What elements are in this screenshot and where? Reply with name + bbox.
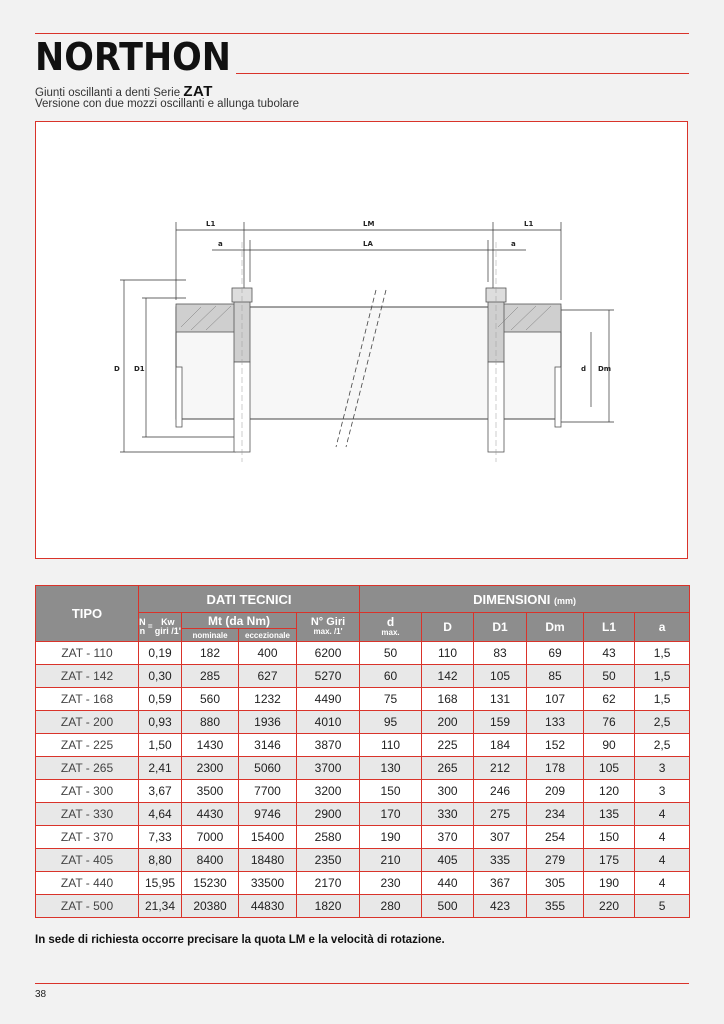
value-cell: 4430 xyxy=(182,803,239,826)
value-cell: 200 xyxy=(422,711,474,734)
value-cell: 3 xyxy=(635,780,690,803)
label-L1-right: L1 xyxy=(524,220,534,228)
page-number: 38 xyxy=(35,989,47,1000)
value-cell: 560 xyxy=(182,688,239,711)
value-cell: 4 xyxy=(635,803,690,826)
value-cell: 33500 xyxy=(239,872,297,895)
value-cell: 3146 xyxy=(239,734,297,757)
value-cell: 212 xyxy=(474,757,527,780)
value-cell: 44830 xyxy=(239,895,297,918)
header-d xyxy=(360,613,422,642)
value-cell: 2900 xyxy=(297,803,360,826)
value-cell: 90 xyxy=(584,734,635,757)
value-cell: 105 xyxy=(584,757,635,780)
tipo-cell: ZAT - 405 xyxy=(36,849,139,872)
value-cell: 234 xyxy=(527,803,584,826)
tipo-cell: ZAT - 500 xyxy=(36,895,139,918)
value-cell: 7700 xyxy=(239,780,297,803)
value-cell: 75 xyxy=(360,688,422,711)
tipo-cell: ZAT - 168 xyxy=(36,688,139,711)
value-cell: 69 xyxy=(527,642,584,665)
header-dati-tecnici: DATI TECNICI xyxy=(139,586,360,613)
top-rule xyxy=(35,33,689,34)
value-cell: 7,33 xyxy=(139,826,182,849)
table-row xyxy=(36,665,690,688)
table-row xyxy=(36,895,690,918)
value-cell: 110 xyxy=(360,734,422,757)
value-cell: 133 xyxy=(527,711,584,734)
value-cell: 110 xyxy=(422,642,474,665)
value-cell: 4,64 xyxy=(139,803,182,826)
header-L1: L1 xyxy=(584,613,635,642)
value-cell: 5 xyxy=(635,895,690,918)
header-mt-eccezionale: eccezionale xyxy=(239,629,297,642)
value-cell: 76 xyxy=(584,711,635,734)
tipo-cell: ZAT - 110 xyxy=(36,642,139,665)
value-cell: 0,93 xyxy=(139,711,182,734)
tipo-cell: ZAT - 370 xyxy=(36,826,139,849)
header-tipo: TIPO xyxy=(36,586,139,642)
label-LA: LA xyxy=(363,240,373,248)
header-mt-nominale: nominale xyxy=(182,629,239,642)
header-mt: Mt (da Nm) xyxy=(182,613,297,629)
value-cell: 2170 xyxy=(297,872,360,895)
value-cell: 355 xyxy=(527,895,584,918)
value-cell: 131 xyxy=(474,688,527,711)
header-D: D xyxy=(422,613,474,642)
dimensioni-unit: (mm) xyxy=(554,595,577,606)
tipo-cell: ZAT - 300 xyxy=(36,780,139,803)
value-cell: 330 xyxy=(422,803,474,826)
tipo-cell: ZAT - 330 xyxy=(36,803,139,826)
value-cell: 107 xyxy=(527,688,584,711)
table-row xyxy=(36,642,690,665)
value-cell: 305 xyxy=(527,872,584,895)
giri-sub: max. /1' xyxy=(313,627,343,636)
northon-logo xyxy=(35,38,235,74)
value-cell: 20380 xyxy=(182,895,239,918)
label-a-left: a xyxy=(218,240,223,248)
value-cell: 1,50 xyxy=(139,734,182,757)
value-cell: 2,5 xyxy=(635,711,690,734)
value-cell: 190 xyxy=(584,872,635,895)
value-cell: 50 xyxy=(360,642,422,665)
label-D1: D1 xyxy=(134,365,145,373)
value-cell: 0,59 xyxy=(139,688,182,711)
value-cell: 4 xyxy=(635,826,690,849)
label-D: D xyxy=(114,365,120,373)
value-cell: 265 xyxy=(422,757,474,780)
value-cell: 1430 xyxy=(182,734,239,757)
table-row xyxy=(36,780,690,803)
value-cell: 2300 xyxy=(182,757,239,780)
label-d: d xyxy=(581,365,587,373)
value-cell: 130 xyxy=(360,757,422,780)
value-cell: 370 xyxy=(422,826,474,849)
tipo-cell: ZAT - 440 xyxy=(36,872,139,895)
value-cell: 50 xyxy=(584,665,635,688)
value-cell: 152 xyxy=(527,734,584,757)
value-cell: 220 xyxy=(584,895,635,918)
value-cell: 184 xyxy=(474,734,527,757)
value-cell: 2580 xyxy=(297,826,360,849)
value-cell: 2350 xyxy=(297,849,360,872)
value-cell: 6200 xyxy=(297,642,360,665)
table-row xyxy=(36,757,690,780)
header-power-ratio xyxy=(139,613,182,642)
value-cell: 170 xyxy=(360,803,422,826)
value-cell: 120 xyxy=(584,780,635,803)
value-cell: 335 xyxy=(474,849,527,872)
value-cell: 3200 xyxy=(297,780,360,803)
value-cell: 3500 xyxy=(182,780,239,803)
table-row xyxy=(36,872,690,895)
value-cell: 209 xyxy=(527,780,584,803)
value-cell: 150 xyxy=(584,826,635,849)
value-cell: 1,5 xyxy=(635,665,690,688)
header-giri xyxy=(297,613,360,642)
value-cell: 367 xyxy=(474,872,527,895)
header-dimensioni xyxy=(360,586,690,613)
value-cell: 142 xyxy=(422,665,474,688)
value-cell: 880 xyxy=(182,711,239,734)
value-cell: 95 xyxy=(360,711,422,734)
formula-kw: Kw xyxy=(161,617,175,627)
value-cell: 178 xyxy=(527,757,584,780)
technical-drawing xyxy=(35,121,688,559)
d-label: d xyxy=(386,614,395,629)
formula-eq: = xyxy=(147,622,153,632)
formula-n: n xyxy=(139,626,146,636)
value-cell: 280 xyxy=(360,895,422,918)
value-cell: 60 xyxy=(360,665,422,688)
value-cell: 1936 xyxy=(239,711,297,734)
series-name: ZAT xyxy=(183,83,213,100)
value-cell: 18480 xyxy=(239,849,297,872)
value-cell: 1,5 xyxy=(635,688,690,711)
table-row xyxy=(36,711,690,734)
value-cell: 405 xyxy=(422,849,474,872)
value-cell: 1232 xyxy=(239,688,297,711)
specs-table xyxy=(35,585,690,918)
value-cell: 15400 xyxy=(239,826,297,849)
label-L1-left: L1 xyxy=(206,220,216,228)
formula-N: N xyxy=(139,617,146,627)
value-cell: 5270 xyxy=(297,665,360,688)
label-Dm: Dm xyxy=(598,365,612,373)
table-row xyxy=(36,849,690,872)
value-cell: 0,30 xyxy=(139,665,182,688)
value-cell: 225 xyxy=(422,734,474,757)
value-cell: 210 xyxy=(360,849,422,872)
value-cell: 500 xyxy=(422,895,474,918)
value-cell: 275 xyxy=(474,803,527,826)
tipo-cell: ZAT - 265 xyxy=(36,757,139,780)
value-cell: 279 xyxy=(527,849,584,872)
coupling-drawing xyxy=(36,122,689,560)
value-cell: 4010 xyxy=(297,711,360,734)
value-cell: 21,34 xyxy=(139,895,182,918)
value-cell: 307 xyxy=(474,826,527,849)
tipo-cell: ZAT - 142 xyxy=(36,665,139,688)
value-cell: 285 xyxy=(182,665,239,688)
table-row xyxy=(36,826,690,849)
value-cell: 175 xyxy=(584,849,635,872)
value-cell: 190 xyxy=(360,826,422,849)
value-cell: 83 xyxy=(474,642,527,665)
value-cell: 105 xyxy=(474,665,527,688)
footnote: In sede di richiesta occorre precisare la quota LM e la velocità di rotazione. xyxy=(35,934,445,946)
header-Dm: Dm xyxy=(527,613,584,642)
value-cell: 43 xyxy=(584,642,635,665)
value-cell: 3 xyxy=(635,757,690,780)
value-cell: 7000 xyxy=(182,826,239,849)
tipo-cell: ZAT - 200 xyxy=(36,711,139,734)
value-cell: 230 xyxy=(360,872,422,895)
value-cell: 135 xyxy=(584,803,635,826)
value-cell: 2,41 xyxy=(139,757,182,780)
dimensioni-label: DIMENSIONI xyxy=(473,591,551,607)
value-cell: 627 xyxy=(239,665,297,688)
value-cell: 15230 xyxy=(182,872,239,895)
value-cell: 1820 xyxy=(297,895,360,918)
bottom-rule xyxy=(35,983,689,984)
label-a-right: a xyxy=(511,240,516,248)
value-cell: 3870 xyxy=(297,734,360,757)
header-D1: D1 xyxy=(474,613,527,642)
value-cell: 15,95 xyxy=(139,872,182,895)
value-cell: 3,67 xyxy=(139,780,182,803)
value-cell: 85 xyxy=(527,665,584,688)
value-cell: 440 xyxy=(422,872,474,895)
svg-text:NORTHON: NORTHON xyxy=(35,38,231,74)
value-cell: 1,5 xyxy=(635,642,690,665)
table-row xyxy=(36,688,690,711)
value-cell: 4490 xyxy=(297,688,360,711)
giri-label: N° Giri xyxy=(310,616,346,628)
value-cell: 8,80 xyxy=(139,849,182,872)
value-cell: 254 xyxy=(527,826,584,849)
value-cell: 168 xyxy=(422,688,474,711)
table-row xyxy=(36,803,690,826)
value-cell: 300 xyxy=(422,780,474,803)
value-cell: 400 xyxy=(239,642,297,665)
value-cell: 9746 xyxy=(239,803,297,826)
subtitle-line-2: Versione con due mozzi oscillanti e allunga tubolare xyxy=(35,98,300,110)
value-cell: 4 xyxy=(635,849,690,872)
table-row xyxy=(36,734,690,757)
d-sub: max. xyxy=(381,627,400,637)
value-cell: 150 xyxy=(360,780,422,803)
tipo-cell: ZAT - 225 xyxy=(36,734,139,757)
value-cell: 159 xyxy=(474,711,527,734)
value-cell: 0,19 xyxy=(139,642,182,665)
value-cell: 246 xyxy=(474,780,527,803)
subtitle-prefix: Giunti oscillanti a denti Serie xyxy=(35,87,184,99)
value-cell: 3700 xyxy=(297,757,360,780)
logo-rule xyxy=(236,73,689,74)
value-cell: 5060 xyxy=(239,757,297,780)
formula-giri: giri /1' xyxy=(154,626,181,636)
value-cell: 8400 xyxy=(182,849,239,872)
value-cell: 2,5 xyxy=(635,734,690,757)
value-cell: 182 xyxy=(182,642,239,665)
value-cell: 423 xyxy=(474,895,527,918)
label-LM: LM xyxy=(363,220,375,228)
value-cell: 4 xyxy=(635,872,690,895)
header-a: a xyxy=(635,613,690,642)
value-cell: 62 xyxy=(584,688,635,711)
